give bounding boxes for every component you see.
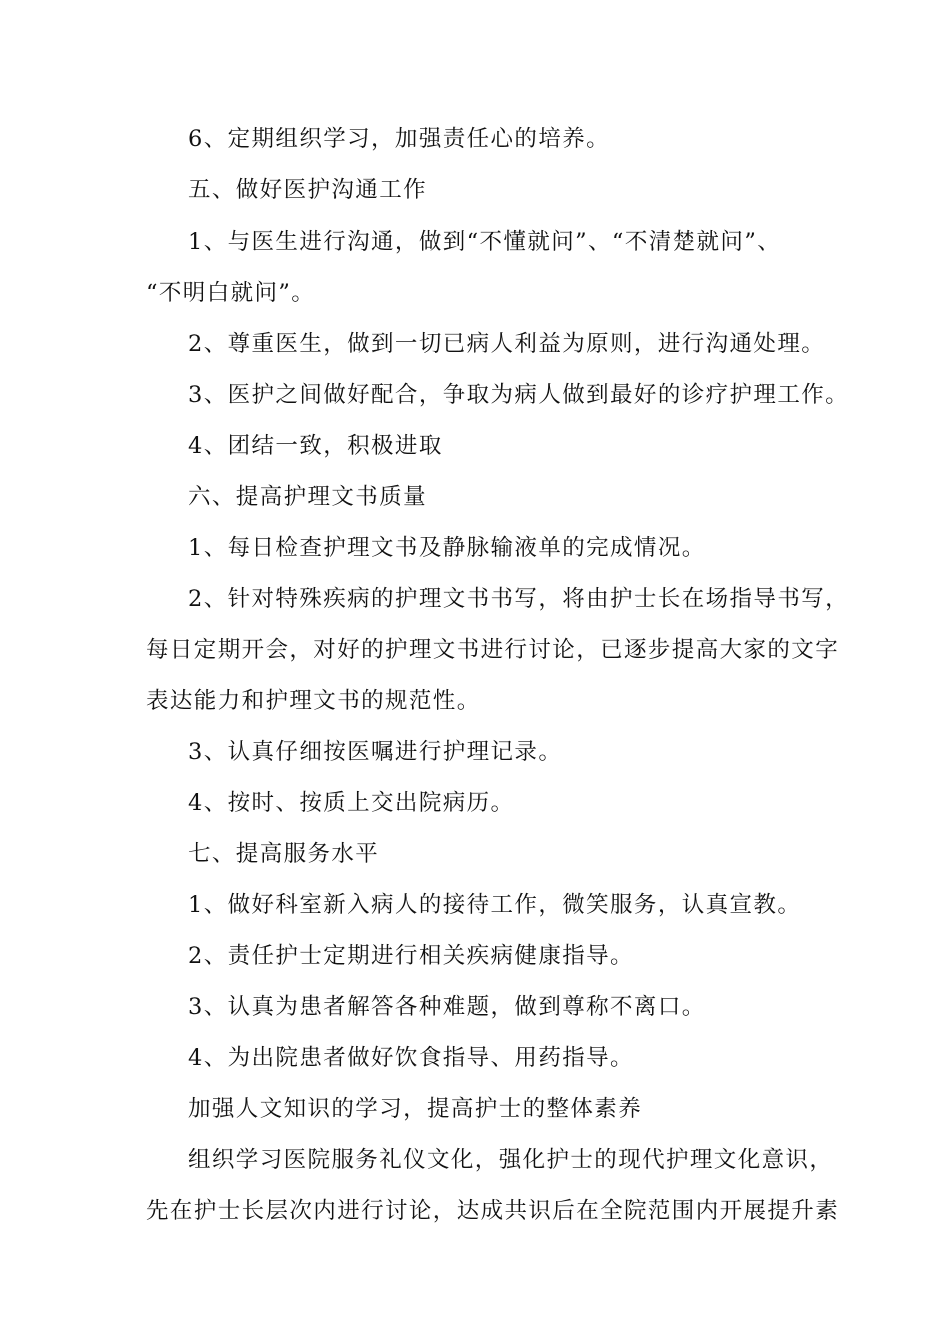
paragraph-item-6-study: 6、定期组织学习，加强责任心的培养。 [188, 126, 611, 152]
paragraph-item-2-respect: 2、尊重医生，做到一切已病人利益为原则，进行沟通处理。 [188, 331, 826, 357]
section-heading-7: 七、提高服务水平 [188, 841, 380, 867]
paragraph-item-2-writing: 2、针对特殊疾病的护理文书书写，将由护士长在场指导书写， [188, 586, 850, 612]
paragraph-item-4-submit: 4、按时、按质上交出院病历。 [188, 790, 515, 816]
paragraph-item-3-records: 3、认真仔细按医嘱进行护理记录。 [188, 739, 563, 765]
paragraph-continuation: 每日定期开会，对好的护理文书进行讨论，已逐步提高大家的文字 [146, 637, 840, 663]
paragraph-item-3-cooperate: 3、医护之间做好配合，争取为病人做到最好的诊疗护理工作。 [188, 382, 850, 408]
paragraph-item-4-unity: 4、团结一致，积极进取 [188, 433, 443, 459]
section-heading-6: 六、提高护理文书质量 [188, 484, 428, 510]
paragraph-item-2-guidance: 2、责任护士定期进行相关疾病健康指导。 [188, 943, 634, 969]
paragraph-item-3-answer: 3、认真为患者解答各种难题，做到尊称不离口。 [188, 994, 706, 1020]
paragraph-item-1-communicate: 1、与医生进行沟通，做到“不懂就问”、“不清楚就问”、 [188, 229, 782, 255]
paragraph-item-1-reception: 1、做好科室新入病人的接待工作，微笑服务，认真宣教。 [188, 892, 802, 918]
paragraph-item-4-discharge: 4、为出院患者做好饮食指导、用药指导。 [188, 1045, 634, 1071]
paragraph-continuation: 先在护士长层次内进行讨论，达成共识后在全院范围内开展提升素 [146, 1198, 840, 1224]
section-heading-5: 五、做好医护沟通工作 [188, 177, 428, 203]
paragraph-continuation: “不明白就问”。 [146, 280, 316, 306]
paragraph-item-1-check: 1、每日检查护理文书及静脉输液单的完成情况。 [188, 535, 706, 561]
section-heading-humanities: 加强人文知识的学习，提高护士的整体素养 [188, 1096, 643, 1122]
paragraph-continuation: 表达能力和护理文书的规范性。 [146, 688, 481, 714]
paragraph-culture: 组织学习医院服务礼仪文化，强化护士的现代护理文化意识， [188, 1147, 834, 1173]
